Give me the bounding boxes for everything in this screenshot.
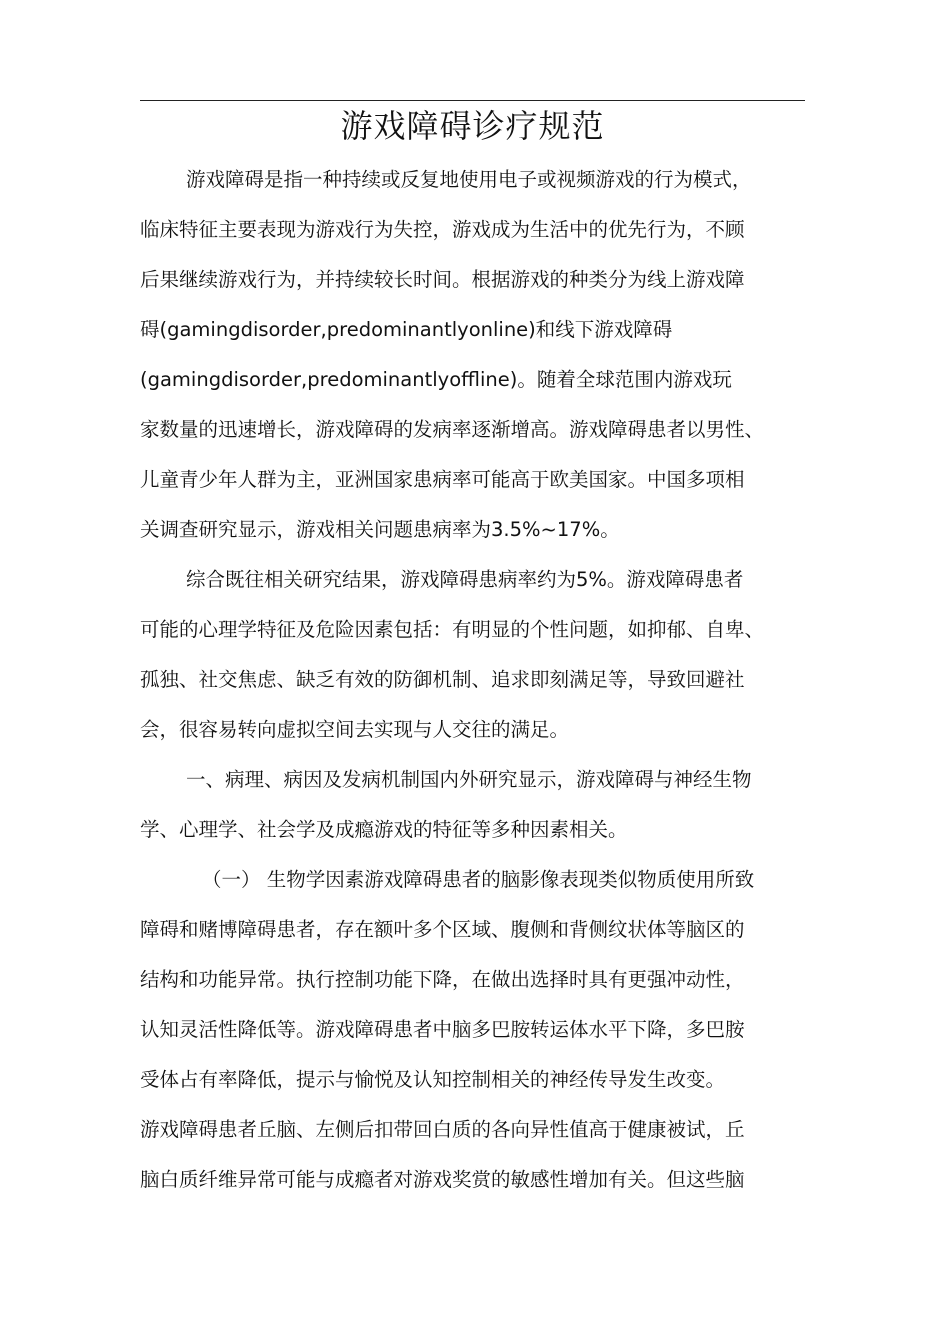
text-line: (gamingdisorder,predominantlyoffline)。随着全球范围内游戏玩 (140, 368, 732, 391)
text-line: 临床特征主要表现为游戏行为失控，游戏成为生活中的优先行为，不顾 (140, 218, 745, 241)
text-line: 会，很容易转向虚拟空间去实现与人交往的满足。 (140, 718, 570, 741)
text-line: 受体占有率降低，提示与愉悦及认知控制相关的神经传导发生改变。 (140, 1068, 726, 1091)
text-line: 结构和功能异常。执行控制功能下降，在做出选择时具有更强冲动性， (140, 968, 745, 991)
document-title: 游戏障碍诊疗规范 (340, 107, 605, 145)
text-line: 后果继续游戏行为，并持续较长时间。根据游戏的种类分为线上游戏障 (140, 268, 745, 291)
header-rule (140, 100, 805, 101)
text-line: 认知灵活性降低等。游戏障碍患者中脑多巴胺转运体水平下降，多巴胺 (140, 1018, 745, 1041)
text-line: 可能的心理学特征及危险因素包括：有明显的个性问题，如抑郁、自卑、 (140, 618, 765, 641)
document-body (140, 155, 805, 1205)
text-line: 综合既往相关研究结果，游戏障碍患病率约为5%。游戏障碍患者 (186, 568, 744, 591)
text-line: 孤独、社交焦虑、缺乏有效的防御机制、追求即刻满足等，导致回避社 (140, 668, 745, 691)
text-line: 碍(gamingdisorder,predominantlyonline)和线下游戏障碍 (140, 318, 673, 341)
text-line: （一） 生物学因素游戏障碍患者的脑影像表现类似物质使用所致 (202, 868, 755, 891)
text-line: 学、心理学、社会学及成瘾游戏的特征等多种因素相关。 (140, 818, 628, 841)
text-line: 儿童青少年人群为主，亚洲国家患病率可能高于欧美国家。中国多项相 (140, 468, 745, 491)
text-line: 家数量的迅速增长，游戏障碍的发病率逐渐增高。游戏障碍患者以男性、 (140, 418, 765, 441)
text-line: 游戏障碍患者丘脑、左侧后扣带回白质的各向异性值高于健康被试，丘 (140, 1118, 745, 1141)
text-line: 关调查研究显示，游戏相关问题患病率为3.5%~17%。 (140, 518, 620, 541)
text-line: 障碍和赌博障碍患者，存在额叶多个区域、腹侧和背侧纹状体等脑区的 (140, 918, 745, 941)
text-line: 脑白质纤维异常可能与成瘾者对游戏奖赏的敏感性增加有关。但这些脑 (140, 1168, 745, 1191)
text-line: 游戏障碍是指一种持续或反复地使用电子或视频游戏的行为模式， (186, 168, 752, 191)
text-line: 一、病理、病因及发病机制国内外研究显示，游戏障碍与神经生物 (186, 768, 752, 791)
